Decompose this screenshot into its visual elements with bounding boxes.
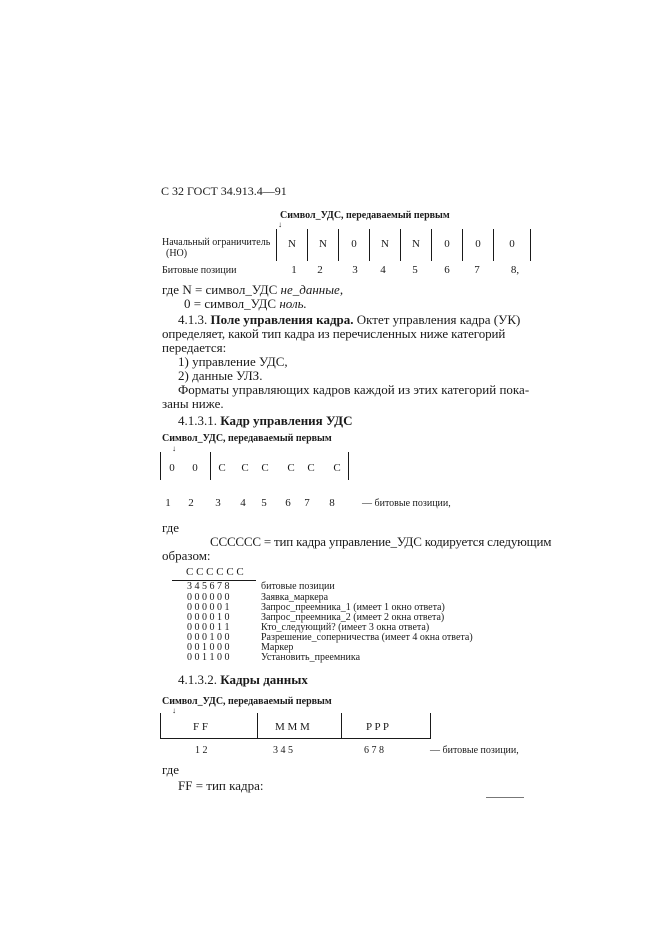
code-value: 0 0 0 0 1 1 bbox=[187, 622, 230, 633]
fig2-position: 4 bbox=[240, 497, 246, 509]
code-desc: Запрос_преемника_1 (имеет 1 окно ответа) bbox=[261, 602, 445, 613]
fig1-cell: N bbox=[319, 238, 327, 250]
down-arrow-icon: ↓ bbox=[172, 706, 176, 715]
code-desc: Заявка_маркера bbox=[261, 592, 329, 603]
fig2-cell: С bbox=[333, 462, 341, 474]
fig1-positions-label: Битовые позиции bbox=[162, 265, 237, 276]
section-4-1-3-line3: передается: bbox=[162, 340, 227, 355]
section-4-1-3-2-heading: 4.1.3.2. Кадры данных bbox=[178, 672, 308, 687]
code-value: 0 0 0 0 0 1 bbox=[187, 602, 230, 613]
down-arrow-icon: ↓ bbox=[172, 444, 176, 453]
fig1-position: 7 bbox=[474, 264, 480, 276]
fig3-pos-3: 6 7 8 bbox=[364, 745, 384, 756]
fig2-position: 1 bbox=[165, 497, 171, 509]
fig1-row-label-abbr: (НО) bbox=[166, 248, 188, 259]
fig2-position: 5 bbox=[261, 497, 267, 509]
code-desc-line1: СССССС = тип кадра управление_УДС кодируется следующим bbox=[210, 534, 552, 549]
section-4-1-3-heading: 4.1.3. Поле управления кадра. Октет управления кадра (УК) bbox=[178, 312, 521, 327]
fig1-cell: N bbox=[381, 238, 389, 250]
paragraph-line: Форматы управляющих кадров каждой из этих категорий пока- bbox=[178, 382, 530, 397]
code-value: 0 0 1 1 0 0 bbox=[187, 652, 230, 663]
fig3-group-mmm: M M M bbox=[275, 721, 310, 733]
code-header: С С С С С С bbox=[186, 566, 244, 578]
fig1-cell: 0 bbox=[509, 238, 515, 250]
fig1-row-label: Начальный ограничитель bbox=[162, 237, 271, 248]
fig3-group-ppp: P P P bbox=[366, 721, 390, 733]
code-positions: 3 4 5 6 7 8 bbox=[187, 581, 230, 592]
fig2-position: 6 bbox=[285, 497, 291, 509]
fig1-cell: N bbox=[412, 238, 420, 250]
code-desc: Установить_преемника bbox=[261, 652, 361, 663]
fig1-cell: 0 bbox=[475, 238, 481, 250]
section-4-1-3-1-heading: 4.1.3.1. Кадр управления УДС bbox=[178, 413, 353, 428]
fig2-cell: С bbox=[261, 462, 269, 474]
code-desc: Маркер bbox=[261, 642, 294, 653]
paragraph-line: заны ниже. bbox=[162, 396, 224, 411]
list-item: 2) данные УЛЗ. bbox=[178, 368, 263, 383]
fig1-position: 5 bbox=[412, 264, 418, 276]
fig2-position: 3 bbox=[215, 497, 221, 509]
code-value: 0 0 0 1 0 0 bbox=[187, 632, 230, 643]
fig2-caption: Символ_УДС, передаваемый первым bbox=[162, 433, 332, 444]
fig1-caption: Символ_УДС, передаваемый первым bbox=[280, 210, 450, 221]
code-value: 0 0 1 0 0 0 bbox=[187, 642, 230, 653]
fig2-position: 8 bbox=[329, 497, 335, 509]
fig2-cell: С bbox=[241, 462, 249, 474]
where-label: где bbox=[162, 520, 180, 535]
fig2-position: 2 bbox=[188, 497, 194, 509]
fig2-position: 7 bbox=[304, 497, 310, 509]
fig3-pos-2: 3 4 5 bbox=[273, 745, 293, 756]
fig1-cell: 0 bbox=[444, 238, 450, 250]
fig1-position: 8, bbox=[510, 264, 520, 276]
code-positions-label: битовые позиции bbox=[261, 581, 335, 592]
fig1-position: 4 bbox=[380, 264, 386, 276]
list-item: 1) управление УДС, bbox=[178, 354, 288, 369]
fig2-positions-note: — битовые позиции, bbox=[362, 498, 451, 509]
code-desc: Разрешение_соперничества (имеет 4 окна ответа) bbox=[261, 632, 473, 643]
where-label: где bbox=[162, 762, 180, 777]
fig1-position: 3 bbox=[352, 264, 358, 276]
legend-line-2: 0 = символ_УДС ноль. bbox=[184, 296, 307, 311]
fig3-caption: Символ_УДС, передаваемый первым bbox=[162, 696, 332, 707]
code-desc: Запрос_преемника_2 (имеет 2 окна ответа) bbox=[261, 612, 445, 623]
fig3-group-ff: F F bbox=[193, 721, 208, 733]
ff-type-line: FF = тип кадра: bbox=[178, 778, 264, 793]
fig1-cell: 0 bbox=[351, 238, 357, 250]
fig1-position: 6 bbox=[444, 264, 450, 276]
legend-line-1: где N = символ_УДС не_данные, bbox=[162, 282, 344, 297]
page-header: С 32 ГОСТ 34.913.4—91 bbox=[161, 184, 287, 198]
fig2-cell: С bbox=[287, 462, 295, 474]
section-4-1-3-line2: определяет, какой тип кадра из перечисленных ниже категорий bbox=[162, 326, 506, 341]
fig3-positions-note: — битовые позиции, bbox=[430, 745, 519, 756]
fig2-cell: С bbox=[307, 462, 315, 474]
fig1-position: 2 bbox=[317, 264, 323, 276]
fig1-cell: N bbox=[288, 238, 296, 250]
code-value: 0 0 0 0 1 0 bbox=[187, 612, 230, 623]
fig2-cell: 0 bbox=[169, 462, 175, 474]
fig1-position: 1 bbox=[291, 264, 297, 276]
fig3-pos-1: 1 2 bbox=[195, 745, 208, 756]
code-desc-line2: образом: bbox=[162, 548, 211, 563]
code-desc: Кто_следующий? (имеет 3 окна ответа) bbox=[261, 622, 430, 633]
down-arrow-icon: ↓ bbox=[278, 220, 282, 229]
fig2-cell: С bbox=[218, 462, 226, 474]
code-value: 0 0 0 0 0 0 bbox=[187, 592, 230, 603]
fig2-cell: 0 bbox=[192, 462, 198, 474]
